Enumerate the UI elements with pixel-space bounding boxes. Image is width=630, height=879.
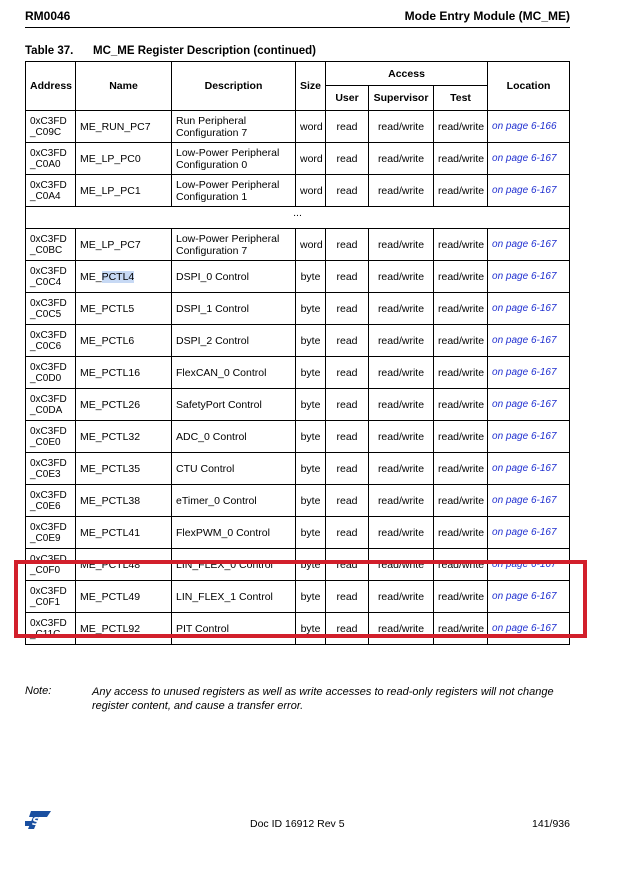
note-label: Note: [25,685,52,697]
table-row [26,175,570,207]
test-cell: read/write [434,229,488,261]
user-cell: read [326,357,369,389]
test-cell: read/write [434,143,488,175]
user-cell: read [326,549,369,581]
selected-text-highlight[interactable]: PCTL4 [101,270,135,283]
col-name: Name [76,62,172,111]
location-link[interactable]: on page 6-167 [488,517,570,549]
supervisor-cell: read/write [369,293,434,325]
table-row [26,453,570,485]
address-cell: 0xC3FD _C0E0 [26,421,76,453]
test-cell: read/write [434,261,488,293]
name-cell: ME_PCTL35 [76,453,172,485]
test-cell: read/write [434,421,488,453]
location-link[interactable]: on page 6-167 [488,581,570,613]
test-cell: read/write [434,293,488,325]
st-logo-icon [25,811,51,829]
table-row [26,389,570,421]
description-cell: eTimer_0 Control [172,485,296,517]
user-cell: read [326,261,369,293]
description-cell: Low-Power Peripheral Configuration 7 [172,229,296,261]
name-cell: ME_PCTL26 [76,389,172,421]
address-cell: 0xC3FD _C0C5 [26,293,76,325]
supervisor-cell: read/write [369,229,434,261]
register-table [25,61,570,645]
address-cell: 0xC3FD _C0C6 [26,325,76,357]
table-row [26,517,570,549]
location-link[interactable]: on page 6-167 [488,293,570,325]
test-cell: read/write [434,325,488,357]
supervisor-cell: read/write [369,175,434,207]
location-link[interactable]: on page 6-167 [488,613,570,645]
address-cell: 0xC3FD _C0E6 [26,485,76,517]
table-row [26,421,570,453]
test-cell: read/write [434,549,488,581]
description-cell: CTU Control [172,453,296,485]
description-cell: Low-Power Peripheral Configuration 0 [172,143,296,175]
svg-text:ST: ST [32,815,48,828]
size-cell: byte [296,293,326,325]
name-cell: ME_LP_PC1 [76,175,172,207]
supervisor-cell: read/write [369,143,434,175]
test-cell: read/write [434,581,488,613]
ellipsis-row [26,207,570,229]
doc-id: Doc ID 16912 Rev 5 [250,818,345,830]
address-cell: 0xC3FD _C0E3 [26,453,76,485]
name-cell: ME_PCTL49 [76,581,172,613]
size-cell: byte [296,581,326,613]
description-cell: DSPI_2 Control [172,325,296,357]
table-row [26,229,570,261]
description-cell: SafetyPort Control [172,389,296,421]
location-link[interactable]: on page 6-167 [488,357,570,389]
supervisor-cell: read/write [369,517,434,549]
test-cell: read/write [434,111,488,143]
user-cell: read [326,111,369,143]
supervisor-cell: read/write [369,421,434,453]
location-link[interactable]: on page 6-167 [488,389,570,421]
address-cell: 0xC3FD _C0BC [26,229,76,261]
user-cell: read [326,517,369,549]
description-cell: Low-Power Peripheral Configuration 1 [172,175,296,207]
header-rule [25,27,570,28]
address-cell: 0xC3FD _C0DA [26,389,76,421]
address-cell: 0xC3FD _C0A4 [26,175,76,207]
name-cell: ME_PCTL38 [76,485,172,517]
note-text: Any access to unused registers as well as write accesses to read-only registers will not change register content, and cause a transfer error. [92,686,554,712]
location-link[interactable]: on page 6-167 [488,485,570,517]
table-caption [25,45,316,57]
col-test: Test [434,86,488,111]
table-row [26,111,570,143]
red-highlight-box [14,560,587,638]
location-link[interactable]: on page 6-167 [488,325,570,357]
col-access: Access [326,62,488,86]
size-cell: byte [296,613,326,645]
ellipsis-cell: ... [26,207,570,229]
size-cell: word [296,229,326,261]
size-cell: byte [296,485,326,517]
supervisor-cell: read/write [369,613,434,645]
location-link[interactable]: on page 6-167 [488,143,570,175]
user-cell: read [326,453,369,485]
table-number: Table 37. [25,45,74,57]
description-cell: PIT Control [172,613,296,645]
size-cell: byte [296,261,326,293]
name-cell: ME_PCTL48 [76,549,172,581]
description-cell: LIN_FLEX_0 Control [172,549,296,581]
size-cell: byte [296,421,326,453]
section-title: Mode Entry Module (MC_ME) [404,9,570,23]
supervisor-cell: read/write [369,325,434,357]
test-cell: read/write [434,389,488,421]
address-cell: 0xC3FD _C0D0 [26,357,76,389]
table-row [26,261,570,293]
name-cell: ME_LP_PC0 [76,143,172,175]
table-row [26,357,570,389]
location-link[interactable]: on page 6-167 [488,421,570,453]
size-cell: byte [296,389,326,421]
size-cell: byte [296,453,326,485]
description-cell: FlexPWM_0 Control [172,517,296,549]
address-cell: 0xC3FD _C11C [26,613,76,645]
user-cell: read [326,581,369,613]
size-cell: byte [296,549,326,581]
address-cell: 0xC3FD _C0F1 [26,581,76,613]
test-cell: read/write [434,613,488,645]
document-code: RM0046 [25,9,71,23]
description-cell: FlexCAN_0 Control [172,357,296,389]
supervisor-cell: read/write [369,389,434,421]
address-cell: 0xC3FD _C09C [26,111,76,143]
name-cell [76,261,172,293]
address-cell: 0xC3FD _C0C4 [26,261,76,293]
page-number: 141/936 [532,818,570,830]
table-title: MC_ME Register Description (continued) [93,45,316,57]
size-cell: word [296,111,326,143]
location-link[interactable]: on page 6-167 [488,175,570,207]
address-cell: 0xC3FD _C0F0 [26,549,76,581]
size-cell: byte [296,325,326,357]
name-cell: ME_PCTL5 [76,293,172,325]
size-cell: byte [296,357,326,389]
header-row [26,62,570,86]
location-link[interactable]: on page 6-167 [488,549,570,581]
col-user: User [326,86,369,111]
user-cell: read [326,143,369,175]
user-cell: read [326,485,369,517]
supervisor-cell: read/write [369,261,434,293]
description-cell: DSPI_0 Control [172,261,296,293]
name-cell: ME_PCTL32 [76,421,172,453]
col-description: Description [172,62,296,111]
description-cell: DSPI_1 Control [172,293,296,325]
name-cell: ME_PCTL6 [76,325,172,357]
location-link[interactable]: on page 6-166 [488,111,570,143]
user-cell: read [326,613,369,645]
name-cell: ME_PCTL92 [76,613,172,645]
table-row [26,485,570,517]
user-cell: read [326,293,369,325]
table-row [26,143,570,175]
test-cell: read/write [434,453,488,485]
size-cell: word [296,143,326,175]
user-cell: read [326,389,369,421]
name-cell: ME_RUN_PC7 [76,111,172,143]
user-cell: read [326,421,369,453]
location-link[interactable]: on page 6-167 [488,453,570,485]
supervisor-cell: read/write [369,581,434,613]
size-cell: word [296,175,326,207]
supervisor-cell: read/write [369,111,434,143]
table-row [26,293,570,325]
test-cell: read/write [434,485,488,517]
test-cell: read/write [434,517,488,549]
location-link[interactable]: on page 6-167 [488,261,570,293]
supervisor-cell: read/write [369,549,434,581]
col-address: Address [26,62,76,111]
supervisor-cell: read/write [369,357,434,389]
user-cell: read [326,229,369,261]
test-cell: read/write [434,357,488,389]
col-supervisor: Supervisor [369,86,434,111]
address-cell: 0xC3FD _C0E9 [26,517,76,549]
description-cell: LIN_FLEX_1 Control [172,581,296,613]
test-cell: read/write [434,175,488,207]
name-cell: ME_PCTL41 [76,517,172,549]
user-cell: read [326,325,369,357]
name-cell: ME_PCTL16 [76,357,172,389]
user-cell: read [326,175,369,207]
table-row [26,325,570,357]
description-cell: Run Peripheral Configuration 7 [172,111,296,143]
col-location: Location [488,62,570,111]
name-cell: ME_LP_PC7 [76,229,172,261]
size-cell: byte [296,517,326,549]
supervisor-cell: read/write [369,453,434,485]
col-size: Size [296,62,326,111]
location-link[interactable]: on page 6-167 [488,229,570,261]
supervisor-cell: read/write [369,485,434,517]
address-cell: 0xC3FD _C0A0 [26,143,76,175]
name-prefix: ME_ [80,270,102,283]
description-cell: ADC_0 Control [172,421,296,453]
